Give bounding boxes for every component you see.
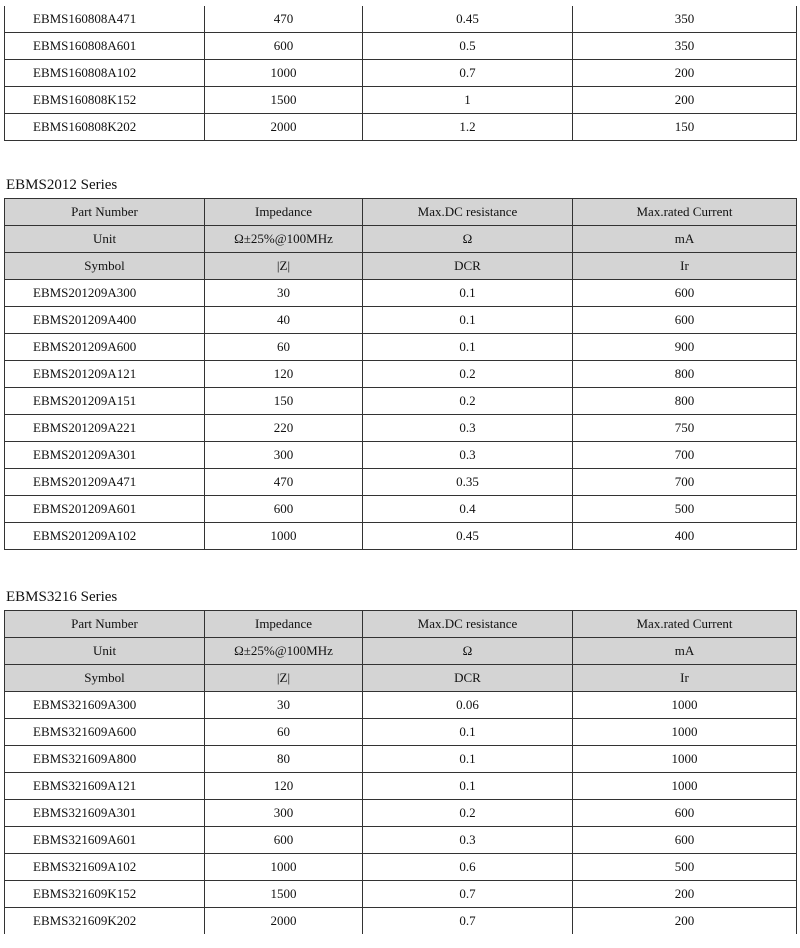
cell-rated-current: 600 [573, 800, 797, 827]
cell-rated-current: 150 [573, 114, 797, 141]
header-cell-part-number: Unit [5, 226, 205, 253]
cell-part-number: EBMS321609A300 [5, 692, 205, 719]
cell-impedance: 600 [205, 827, 363, 854]
cell-rated-current: 500 [573, 854, 797, 881]
cell-dc-resistance: 0.1 [363, 719, 573, 746]
cell-part-number: EBMS321609A601 [5, 827, 205, 854]
ebms1608-table-continued [4, 6, 797, 141]
header-cell-impedance: |Z| [205, 665, 363, 692]
header-cell-dc-resistance: Max.DC resistance [363, 611, 573, 638]
header-cell-impedance: Impedance [205, 199, 363, 226]
cell-rated-current: 600 [573, 307, 797, 334]
cell-rated-current: 400 [573, 523, 797, 550]
header-row [5, 611, 797, 638]
cell-dc-resistance: 0.2 [363, 361, 573, 388]
table-row [5, 33, 797, 60]
cell-part-number: EBMS160808A601 [5, 33, 205, 60]
cell-impedance: 220 [205, 415, 363, 442]
cell-part-number: EBMS201209A151 [5, 388, 205, 415]
cell-part-number: EBMS160808A471 [5, 6, 205, 33]
cell-impedance: 470 [205, 6, 363, 33]
cell-dc-resistance: 0.35 [363, 469, 573, 496]
table-row [5, 908, 797, 935]
header-row [5, 638, 797, 665]
cell-part-number: EBMS201209A400 [5, 307, 205, 334]
cell-dc-resistance: 0.06 [363, 692, 573, 719]
cell-impedance: 300 [205, 800, 363, 827]
cell-rated-current: 800 [573, 361, 797, 388]
table-body [5, 692, 797, 935]
cell-impedance: 300 [205, 442, 363, 469]
header-cell-rated-current: mA [573, 226, 797, 253]
header-cell-impedance: Ω±25%@100MHz [205, 638, 363, 665]
table-body [5, 280, 797, 550]
table-row [5, 361, 797, 388]
cell-impedance: 30 [205, 280, 363, 307]
cell-dc-resistance: 0.3 [363, 442, 573, 469]
cell-part-number: EBMS201209A300 [5, 280, 205, 307]
table-row [5, 719, 797, 746]
header-cell-part-number: Part Number [5, 199, 205, 226]
cell-dc-resistance: 0.1 [363, 773, 573, 800]
cell-rated-current: 1000 [573, 692, 797, 719]
cell-dc-resistance: 0.5 [363, 33, 573, 60]
header-cell-part-number: Symbol [5, 665, 205, 692]
cell-rated-current: 1000 [573, 746, 797, 773]
table-body [5, 6, 797, 141]
cell-dc-resistance: 0.2 [363, 388, 573, 415]
header-cell-impedance: Impedance [205, 611, 363, 638]
cell-part-number: EBMS201209A471 [5, 469, 205, 496]
table-row [5, 280, 797, 307]
cell-part-number: EBMS201209A301 [5, 442, 205, 469]
cell-impedance: 1000 [205, 854, 363, 881]
cell-part-number: EBMS321609A102 [5, 854, 205, 881]
cell-rated-current: 700 [573, 469, 797, 496]
cell-dc-resistance: 0.3 [363, 827, 573, 854]
table-row [5, 307, 797, 334]
cell-dc-resistance: 0.1 [363, 334, 573, 361]
cell-dc-resistance: 0.7 [363, 908, 573, 935]
table-row [5, 881, 797, 908]
cell-dc-resistance: 0.1 [363, 307, 573, 334]
table-row [5, 773, 797, 800]
cell-impedance: 120 [205, 773, 363, 800]
cell-rated-current: 200 [573, 881, 797, 908]
cell-dc-resistance: 0.45 [363, 523, 573, 550]
cell-dc-resistance: 0.7 [363, 881, 573, 908]
header-cell-impedance: Ω±25%@100MHz [205, 226, 363, 253]
header-row [5, 199, 797, 226]
header-cell-rated-current: Ir [573, 665, 797, 692]
cell-rated-current: 350 [573, 6, 797, 33]
table-row [5, 87, 797, 114]
table-row [5, 469, 797, 496]
cell-rated-current: 800 [573, 388, 797, 415]
table-row [5, 496, 797, 523]
cell-part-number: EBMS321609A600 [5, 719, 205, 746]
header-cell-dc-resistance: Ω [363, 226, 573, 253]
header-cell-dc-resistance: DCR [363, 253, 573, 280]
cell-part-number: EBMS201209A600 [5, 334, 205, 361]
cell-part-number: EBMS201209A121 [5, 361, 205, 388]
cell-rated-current: 700 [573, 442, 797, 469]
cell-dc-resistance: 0.45 [363, 6, 573, 33]
cell-rated-current: 600 [573, 280, 797, 307]
header-cell-part-number: Symbol [5, 253, 205, 280]
cell-rated-current: 600 [573, 827, 797, 854]
cell-impedance: 1000 [205, 523, 363, 550]
ebms2012-table [4, 198, 797, 550]
cell-part-number: EBMS321609A301 [5, 800, 205, 827]
cell-part-number: EBMS201209A601 [5, 496, 205, 523]
cell-dc-resistance: 0.6 [363, 854, 573, 881]
cell-rated-current: 500 [573, 496, 797, 523]
cell-dc-resistance: 0.1 [363, 746, 573, 773]
table-row [5, 415, 797, 442]
cell-impedance: 80 [205, 746, 363, 773]
cell-rated-current: 750 [573, 415, 797, 442]
series-title-ebms3216: EBMS3216 Series [6, 589, 118, 605]
cell-part-number: EBMS321609K152 [5, 881, 205, 908]
ebms3216-table [4, 610, 797, 934]
table-row [5, 60, 797, 87]
cell-rated-current: 1000 [573, 773, 797, 800]
cell-dc-resistance: 0.4 [363, 496, 573, 523]
table-row [5, 6, 797, 33]
cell-impedance: 470 [205, 469, 363, 496]
header-cell-rated-current: Max.rated Current [573, 611, 797, 638]
cell-impedance: 1500 [205, 87, 363, 114]
table-row [5, 692, 797, 719]
table-row [5, 746, 797, 773]
cell-impedance: 30 [205, 692, 363, 719]
cell-dc-resistance: 0.2 [363, 800, 573, 827]
cell-impedance: 40 [205, 307, 363, 334]
cell-part-number: EBMS160808A102 [5, 60, 205, 87]
cell-part-number: EBMS201209A221 [5, 415, 205, 442]
header-cell-dc-resistance: DCR [363, 665, 573, 692]
header-cell-dc-resistance: Max.DC resistance [363, 199, 573, 226]
header-cell-rated-current: mA [573, 638, 797, 665]
table-row [5, 827, 797, 854]
cell-dc-resistance: 0.7 [363, 60, 573, 87]
cell-impedance: 2000 [205, 114, 363, 141]
cell-rated-current: 1000 [573, 719, 797, 746]
cell-rated-current: 200 [573, 87, 797, 114]
cell-part-number: EBMS321609K202 [5, 908, 205, 935]
header-cell-rated-current: Max.rated Current [573, 199, 797, 226]
cell-dc-resistance: 1 [363, 87, 573, 114]
cell-dc-resistance: 1.2 [363, 114, 573, 141]
cell-dc-resistance: 0.1 [363, 280, 573, 307]
cell-part-number: EBMS321609A121 [5, 773, 205, 800]
cell-impedance: 1500 [205, 881, 363, 908]
cell-impedance: 60 [205, 719, 363, 746]
header-cell-part-number: Part Number [5, 611, 205, 638]
table-row [5, 523, 797, 550]
table-header [5, 611, 797, 692]
header-cell-impedance: |Z| [205, 253, 363, 280]
cell-impedance: 60 [205, 334, 363, 361]
cell-impedance: 600 [205, 33, 363, 60]
header-row [5, 665, 797, 692]
cell-impedance: 2000 [205, 908, 363, 935]
header-row [5, 253, 797, 280]
cell-impedance: 600 [205, 496, 363, 523]
table-row [5, 114, 797, 141]
cell-impedance: 1000 [205, 60, 363, 87]
header-cell-part-number: Unit [5, 638, 205, 665]
table-row [5, 800, 797, 827]
cell-rated-current: 200 [573, 908, 797, 935]
cell-part-number: EBMS160808K152 [5, 87, 205, 114]
cell-rated-current: 350 [573, 33, 797, 60]
cell-part-number: EBMS321609A800 [5, 746, 205, 773]
table-header [5, 199, 797, 280]
cell-impedance: 150 [205, 388, 363, 415]
cell-part-number: EBMS160808K202 [5, 114, 205, 141]
table-row [5, 334, 797, 361]
table-row [5, 388, 797, 415]
series-title-ebms2012: EBMS2012 Series [6, 177, 118, 193]
cell-impedance: 120 [205, 361, 363, 388]
table-row [5, 442, 797, 469]
header-cell-dc-resistance: Ω [363, 638, 573, 665]
cell-rated-current: 200 [573, 60, 797, 87]
header-cell-rated-current: Ir [573, 253, 797, 280]
cell-dc-resistance: 0.3 [363, 415, 573, 442]
header-row [5, 226, 797, 253]
table-row [5, 854, 797, 881]
cell-rated-current: 900 [573, 334, 797, 361]
cell-part-number: EBMS201209A102 [5, 523, 205, 550]
